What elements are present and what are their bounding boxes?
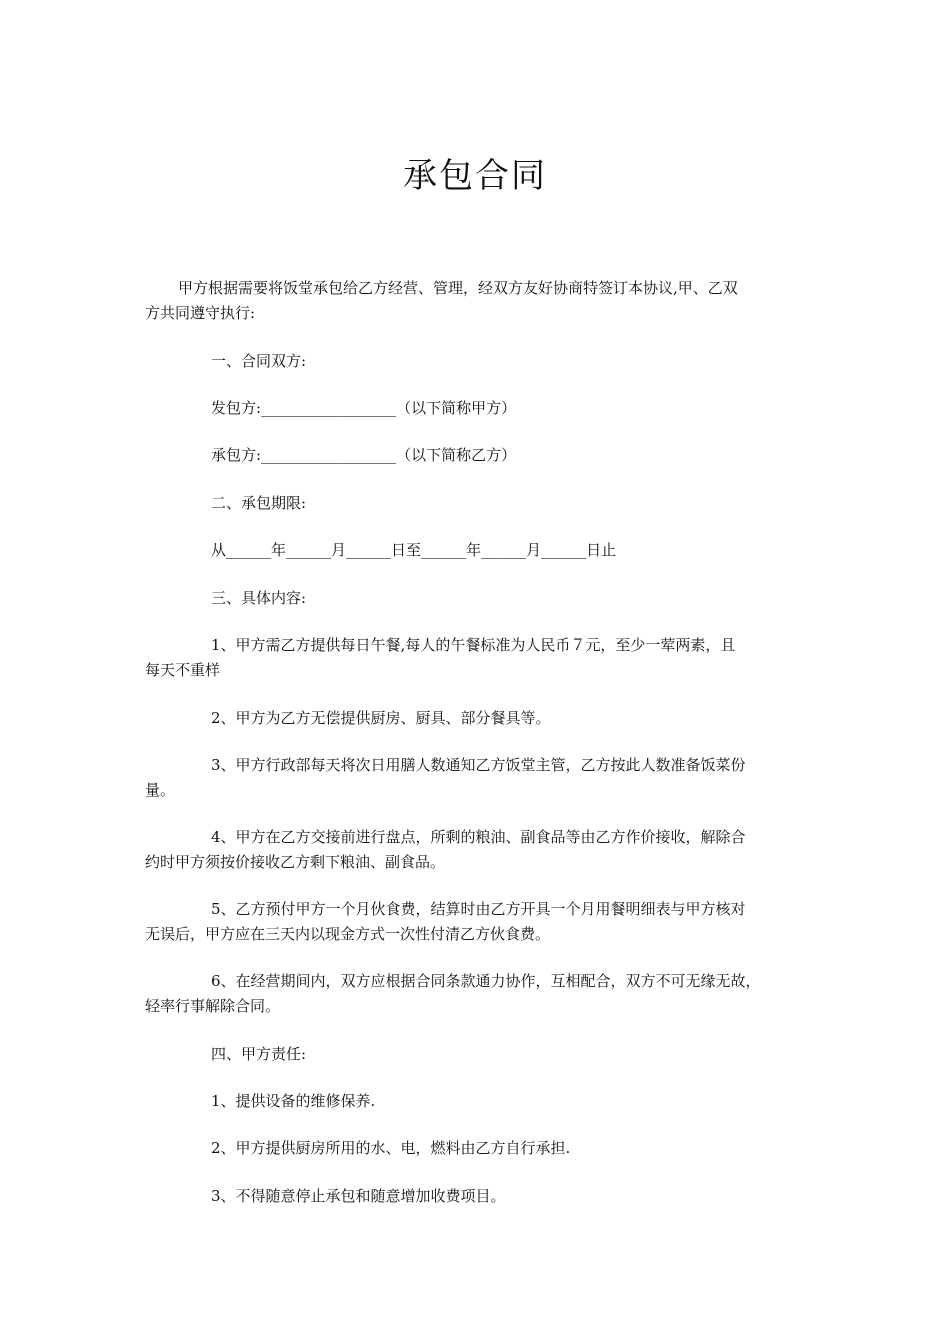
period-blank: ______ xyxy=(481,541,527,559)
period-year-label: 年 xyxy=(466,541,482,559)
period-year-label: 年 xyxy=(271,541,287,559)
party-b-line xyxy=(211,443,876,468)
content-item-6-line-2: 轻率行事解除合同。 xyxy=(145,997,281,1015)
intro-line-1: 甲方根据需要将饭堂承包给乙方经营、管理，经双方友好协商特签订本协议,甲、乙双 xyxy=(178,279,738,297)
content-item-5-line-1: 5、乙方预付甲方一个月伙食费，结算时由乙方开具一个月用餐明细表与甲方核对 xyxy=(211,900,746,918)
duty-item-3: 3、不得随意停止承包和随意增加收费项目。 xyxy=(211,1187,506,1205)
section-heading-period: 二、承包期限: xyxy=(211,494,307,512)
party-a-line xyxy=(211,396,876,421)
content-item-4-line-2: 约时甲方须按价接收乙方剩下粮油、副食品。 xyxy=(145,853,446,871)
period-blank: ______ xyxy=(346,541,392,559)
period-month-label: 月 xyxy=(331,541,347,559)
period-blank: ______ xyxy=(421,541,467,559)
duty-item-1: 1、提供设备的维修保养. xyxy=(211,1092,376,1110)
period-day-to: 日至 xyxy=(391,541,422,559)
content-item-1-line-1: 1、甲方需乙方提供每日午餐,每人的午餐标准为人民币７元，至少一荤两素，且 xyxy=(211,636,736,654)
content-item-5-line-2: 无误后，甲方应在三天内以现金方式一次性付清乙方伙食费。 xyxy=(145,925,551,943)
content-item-6-line-1: 6、在经营期间内，双方应根据合同条款通力协作，互相配合，双方不可无缘无故， xyxy=(211,972,761,990)
contract-title: 承包合同 xyxy=(403,156,547,196)
duty-item-2: 2、甲方提供厨房所用的水、电，燃料由乙方自行承担. xyxy=(211,1139,571,1157)
party-a-label: 发包方: xyxy=(211,399,262,417)
period-blank: ______ xyxy=(286,541,332,559)
period-blank: ______ xyxy=(541,541,587,559)
content-item-2: 2、甲方为乙方无偿提供厨房、厨具、部分餐具等。 xyxy=(211,709,551,727)
party-a-note: （以下简称甲方） xyxy=(396,399,517,417)
content-item-3-line-1: 3、甲方行政部每天将次日用膳人数通知乙方饭堂主管，乙方按此人数准备饭菜份 xyxy=(211,756,746,774)
period-blank: ______ xyxy=(226,541,272,559)
party-b-blank: __________________ xyxy=(261,446,397,464)
section-heading-parties: 一、合同双方: xyxy=(211,352,307,370)
period-month-label: 月 xyxy=(526,541,542,559)
party-a-blank: __________________ xyxy=(261,399,397,417)
content-item-4-line-1: 4、甲方在乙方交接前进行盘点，所剩的粮油、副食品等由乙方作价接收，解除合 xyxy=(211,828,746,846)
intro-line-2: 方共同遵守执行: xyxy=(145,304,256,322)
period-day-end: 日止 xyxy=(586,541,617,559)
party-b-label: 承包方: xyxy=(211,446,262,464)
party-b-note: （以下简称乙方） xyxy=(396,446,517,464)
section-heading-party-a-duties: 四、甲方责任: xyxy=(211,1045,307,1063)
content-item-1-line-2: 每天不重样 xyxy=(145,661,221,679)
period-from: 从 xyxy=(211,541,227,559)
content-item-3-line-2: 量。 xyxy=(145,781,176,799)
period-line xyxy=(211,538,876,563)
section-heading-content: 三、具体内容: xyxy=(211,589,307,607)
